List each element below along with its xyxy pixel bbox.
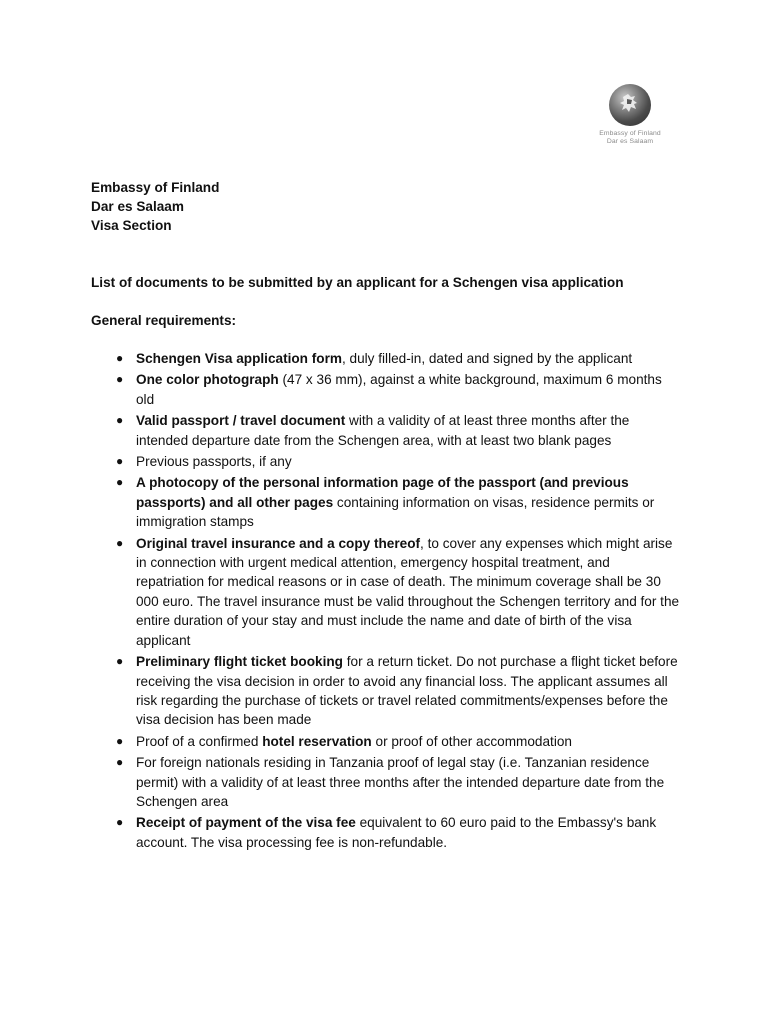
bullet-icon: ● bbox=[116, 475, 124, 490]
item-bold: Valid passport / travel document bbox=[136, 413, 346, 429]
item-rest: , to cover any expenses which might arise in connection with urgent medical attention, emergency hospital treatment, and repatriation for medical reasons or in case of death. The minimum coverage shall be 30 000 euro. The travel insurance must be valid throughout the Schengen territory and for the entire duration of your stay and must include the name and date of birth of the visa applicant bbox=[136, 535, 680, 648]
item-bold: hotel reservation bbox=[262, 733, 372, 749]
item-rest: Previous passports, if any bbox=[136, 454, 292, 470]
item-bold: A photocopy of the personal information page of the passport (and previous passports) and all other pages bbox=[136, 475, 629, 510]
letter-header bbox=[91, 178, 219, 235]
bullet-icon: ● bbox=[116, 351, 124, 365]
list-item bbox=[116, 652, 681, 730]
item-rest: equivalent to 60 euro paid to the Embassy's bank account. The visa processing fee is non-refundable. bbox=[136, 815, 657, 850]
logo-caption-line1: Embassy of Finland bbox=[599, 130, 661, 137]
item-bold: Original travel insurance and a copy thereof bbox=[136, 535, 421, 551]
item-bold: Schengen Visa application form bbox=[136, 351, 342, 366]
list-item bbox=[116, 473, 681, 531]
bullet-icon: ● bbox=[116, 454, 124, 469]
item-rest: containing information on visas, residence permits or immigration stamps bbox=[136, 494, 655, 530]
document-title: List of documents to be submitted by an applicant for a Schengen visa application bbox=[91, 275, 624, 290]
logo-caption-line2: Dar es Salaam bbox=[606, 138, 654, 145]
bullet-icon: ● bbox=[116, 755, 124, 770]
item-pre: Proof of a confirmed bbox=[136, 733, 263, 749]
bullet-icon: ● bbox=[116, 372, 124, 387]
list-item bbox=[116, 411, 681, 450]
list-item bbox=[116, 349, 681, 368]
list-item bbox=[116, 813, 681, 852]
header-embassy: Embassy of Finland bbox=[91, 180, 220, 195]
item-rest: , duly filled-in, dated and signed by the applicant bbox=[341, 351, 633, 366]
list-item bbox=[116, 534, 681, 650]
item-rest: (47 x 36 mm), against a white background, maximum 6 months old bbox=[136, 372, 662, 407]
bullet-icon: ● bbox=[116, 535, 124, 550]
header-city: Dar es Salaam bbox=[91, 199, 184, 214]
embassy-logo bbox=[594, 84, 666, 146]
item-rest: or proof of other accommodation bbox=[371, 733, 572, 749]
finland-lion-emblem-icon bbox=[609, 84, 651, 126]
item-rest: with a validity of at least three months after the intended departure date from the Schengen area, with at least two blank pages bbox=[136, 413, 630, 448]
header-section: Visa Section bbox=[91, 218, 172, 233]
bullet-icon: ● bbox=[116, 815, 124, 830]
bullet-icon: ● bbox=[116, 733, 124, 748]
section-heading: General requirements: bbox=[91, 313, 237, 328]
item-rest: for a return ticket. Do not purchase a flight ticket before receiving the visa decision in order to avoid any financial loss. The applicant assumes all risk regarding the purchase of tickets or travel related commitments/expenses before the visa decision has been made bbox=[136, 654, 678, 728]
item-bold: Preliminary flight ticket booking bbox=[136, 654, 343, 670]
list-item bbox=[116, 370, 681, 409]
list-item bbox=[116, 732, 681, 751]
bullet-icon: ● bbox=[116, 654, 124, 669]
list-item bbox=[116, 753, 681, 811]
item-bold: One color photograph bbox=[136, 372, 279, 388]
logo-caption bbox=[594, 130, 666, 146]
item-bold: Receipt of payment of the visa fee bbox=[136, 815, 356, 831]
item-rest: For foreign nationals residing in Tanzania proof of legal stay (i.e. Tanzanian residence permit) with a validity of at least three months after the intended departure date from the Schengen area bbox=[136, 755, 665, 809]
bullet-icon: ● bbox=[116, 413, 124, 428]
list-item bbox=[116, 452, 681, 471]
requirements-list bbox=[116, 349, 681, 854]
